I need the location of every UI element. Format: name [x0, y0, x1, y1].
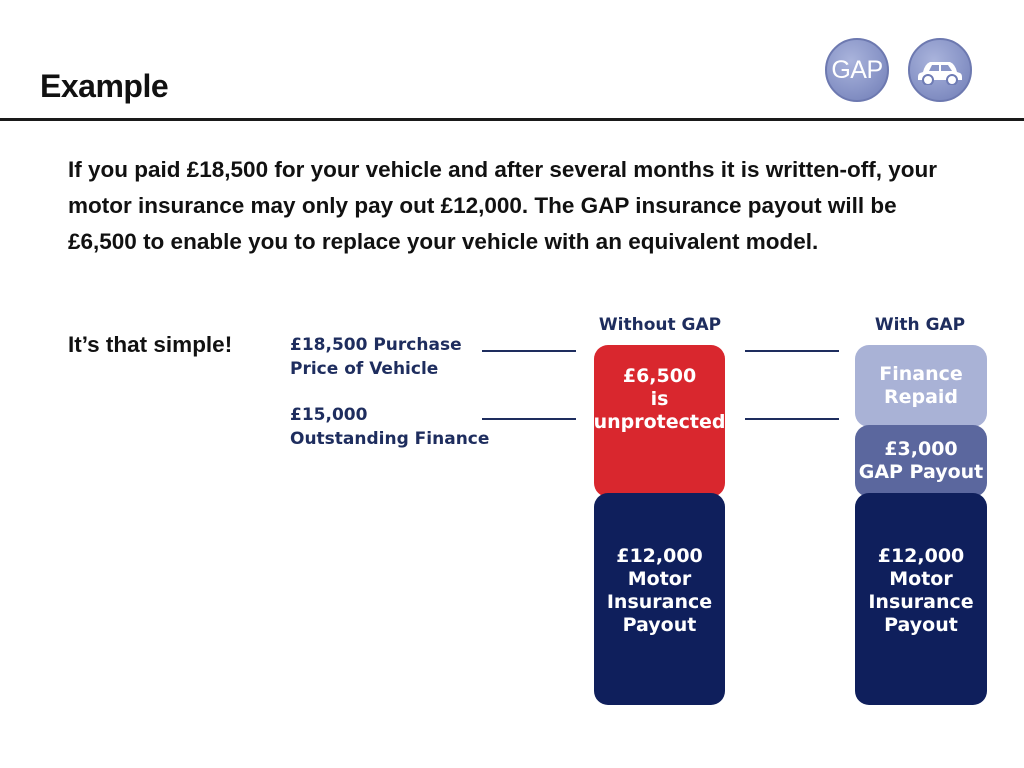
motor-payout-block-without	[594, 493, 725, 705]
finance-repaid-text: Finance Repaid	[879, 363, 963, 408]
purchase-line-right	[745, 350, 839, 352]
without-gap-heading: Without GAP	[598, 315, 722, 335]
finance-repaid-block	[855, 345, 987, 427]
tagline: It’s that simple!	[68, 332, 233, 357]
title-divider	[0, 118, 1024, 121]
finance-line-right	[745, 418, 839, 420]
finance-line-left	[482, 418, 576, 420]
motor-payout-text-with: £12,000 Motor Insurance Payout	[868, 545, 974, 636]
gap-badge-label: GAP	[831, 55, 883, 84]
gap-payout-block	[855, 425, 987, 497]
purchase-price-label: £18,500 Purchase Price of Vehicle	[290, 335, 462, 379]
gap-payout-text: £3,000 GAP Payout	[858, 438, 984, 483]
car-badge	[908, 38, 972, 102]
unprotected-block	[594, 345, 725, 497]
unprotected-text: £6,500 is unprotected	[593, 365, 726, 433]
purchase-line-left	[482, 350, 576, 352]
outstanding-finance-label: £15,000 Outstanding Finance	[290, 405, 490, 449]
with-gap-heading: With GAP	[874, 315, 966, 335]
gap-badge	[825, 38, 889, 102]
example-paragraph: If you paid £18,500 for your vehicle and after several months it is written-off, your motor insurance may only pay out £12,000. The GAP insurance payout will be £6,500 to enable you to replace your vehicle with an equivalent model.	[68, 157, 937, 254]
car-icon	[917, 55, 963, 85]
slide-title: Example	[40, 68, 169, 104]
motor-payout-block-with	[855, 493, 987, 705]
motor-payout-text-without: £12,000 Motor Insurance Payout	[606, 545, 713, 636]
